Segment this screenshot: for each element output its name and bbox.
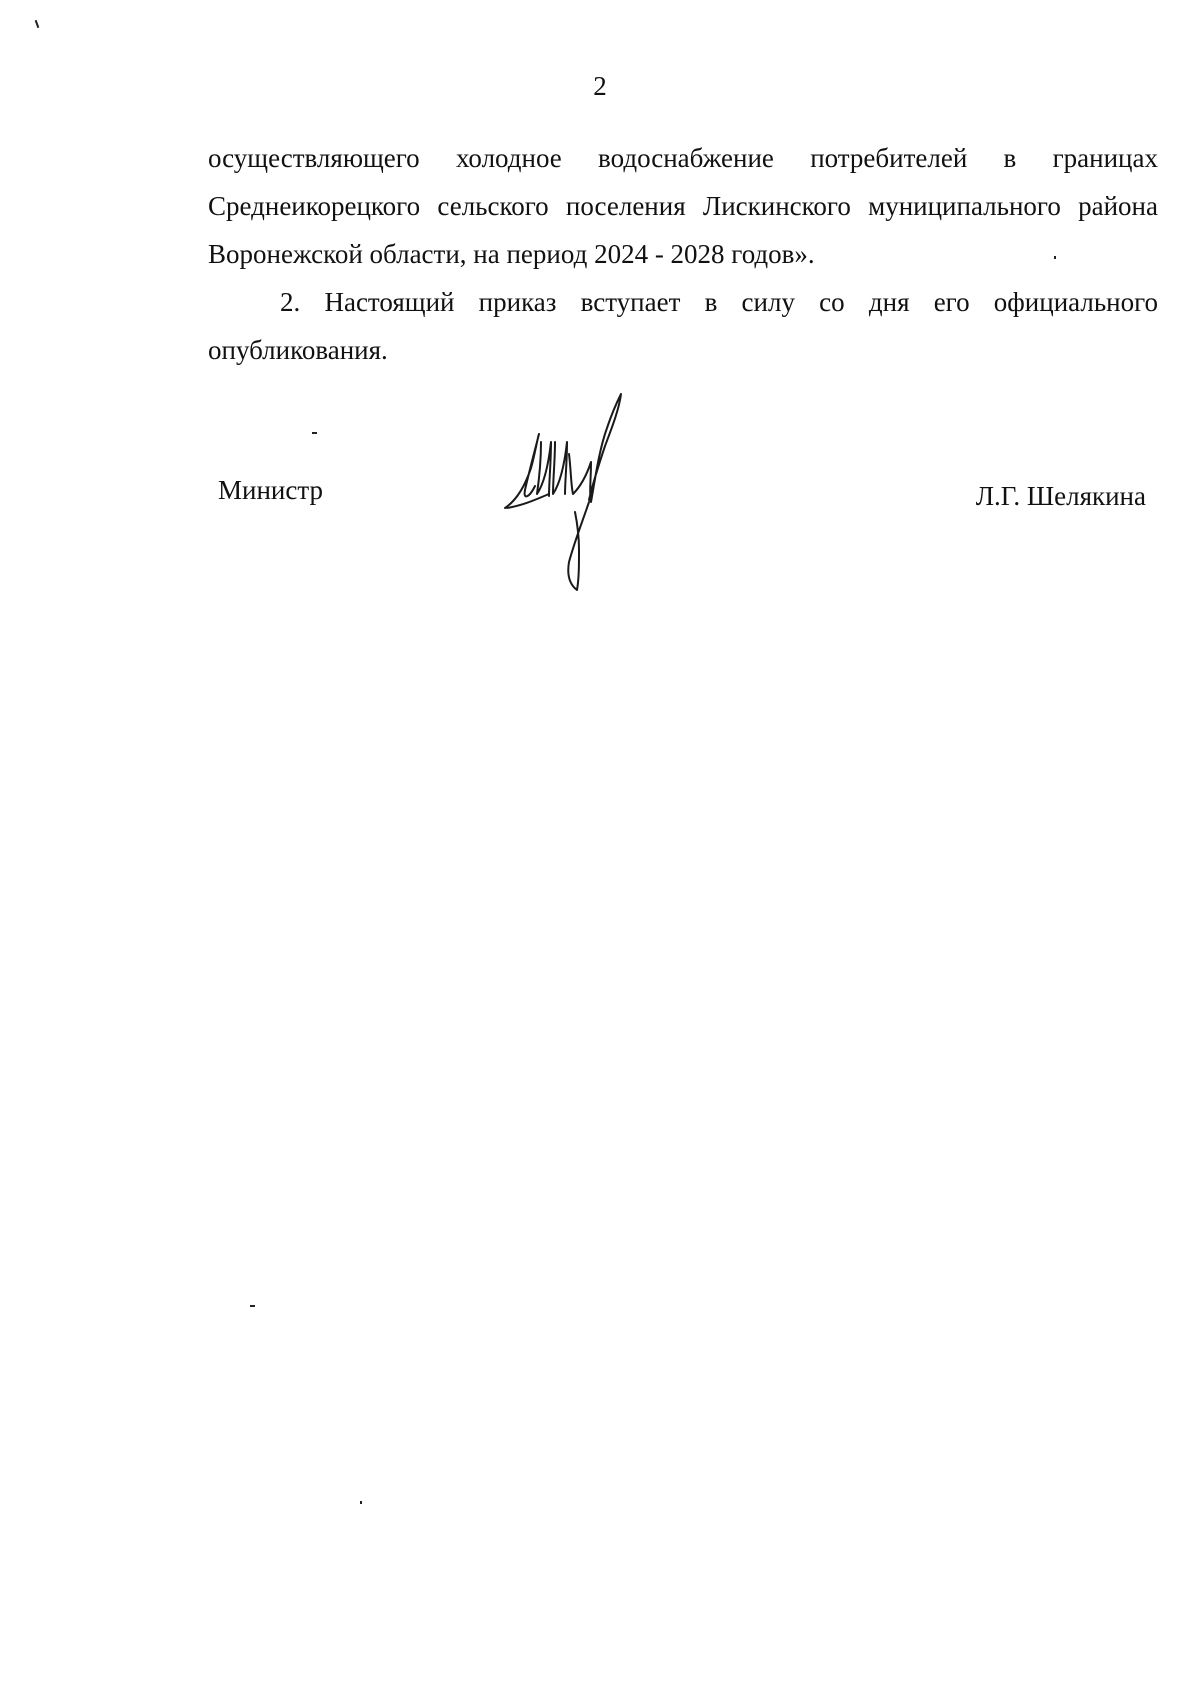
paragraph-continuation: осуществляющего холодное водоснабжение потребителей в границах Среднеикорецкого сельского поселения Лискинского муниципального района Воронежской области, на период 2024 - 2028 годов». <box>208 143 1158 269</box>
scan-speck <box>360 1501 362 1504</box>
signer-position: Министр <box>218 475 323 505</box>
scan-speck <box>250 1305 255 1307</box>
signature-block <box>0 390 1200 610</box>
scan-speck <box>1054 256 1056 259</box>
scan-speck <box>312 432 317 434</box>
document-body <box>208 134 1158 374</box>
page-number: 2 <box>593 71 607 101</box>
paragraph-effective-date: 2. Настоящий приказ вступает в силу со дня его официального опубликования. <box>208 287 1158 365</box>
scan-speck <box>35 20 40 28</box>
handwritten-signature-icon <box>495 390 645 600</box>
signer-name: Л.Г. Шелякина <box>975 481 1146 511</box>
